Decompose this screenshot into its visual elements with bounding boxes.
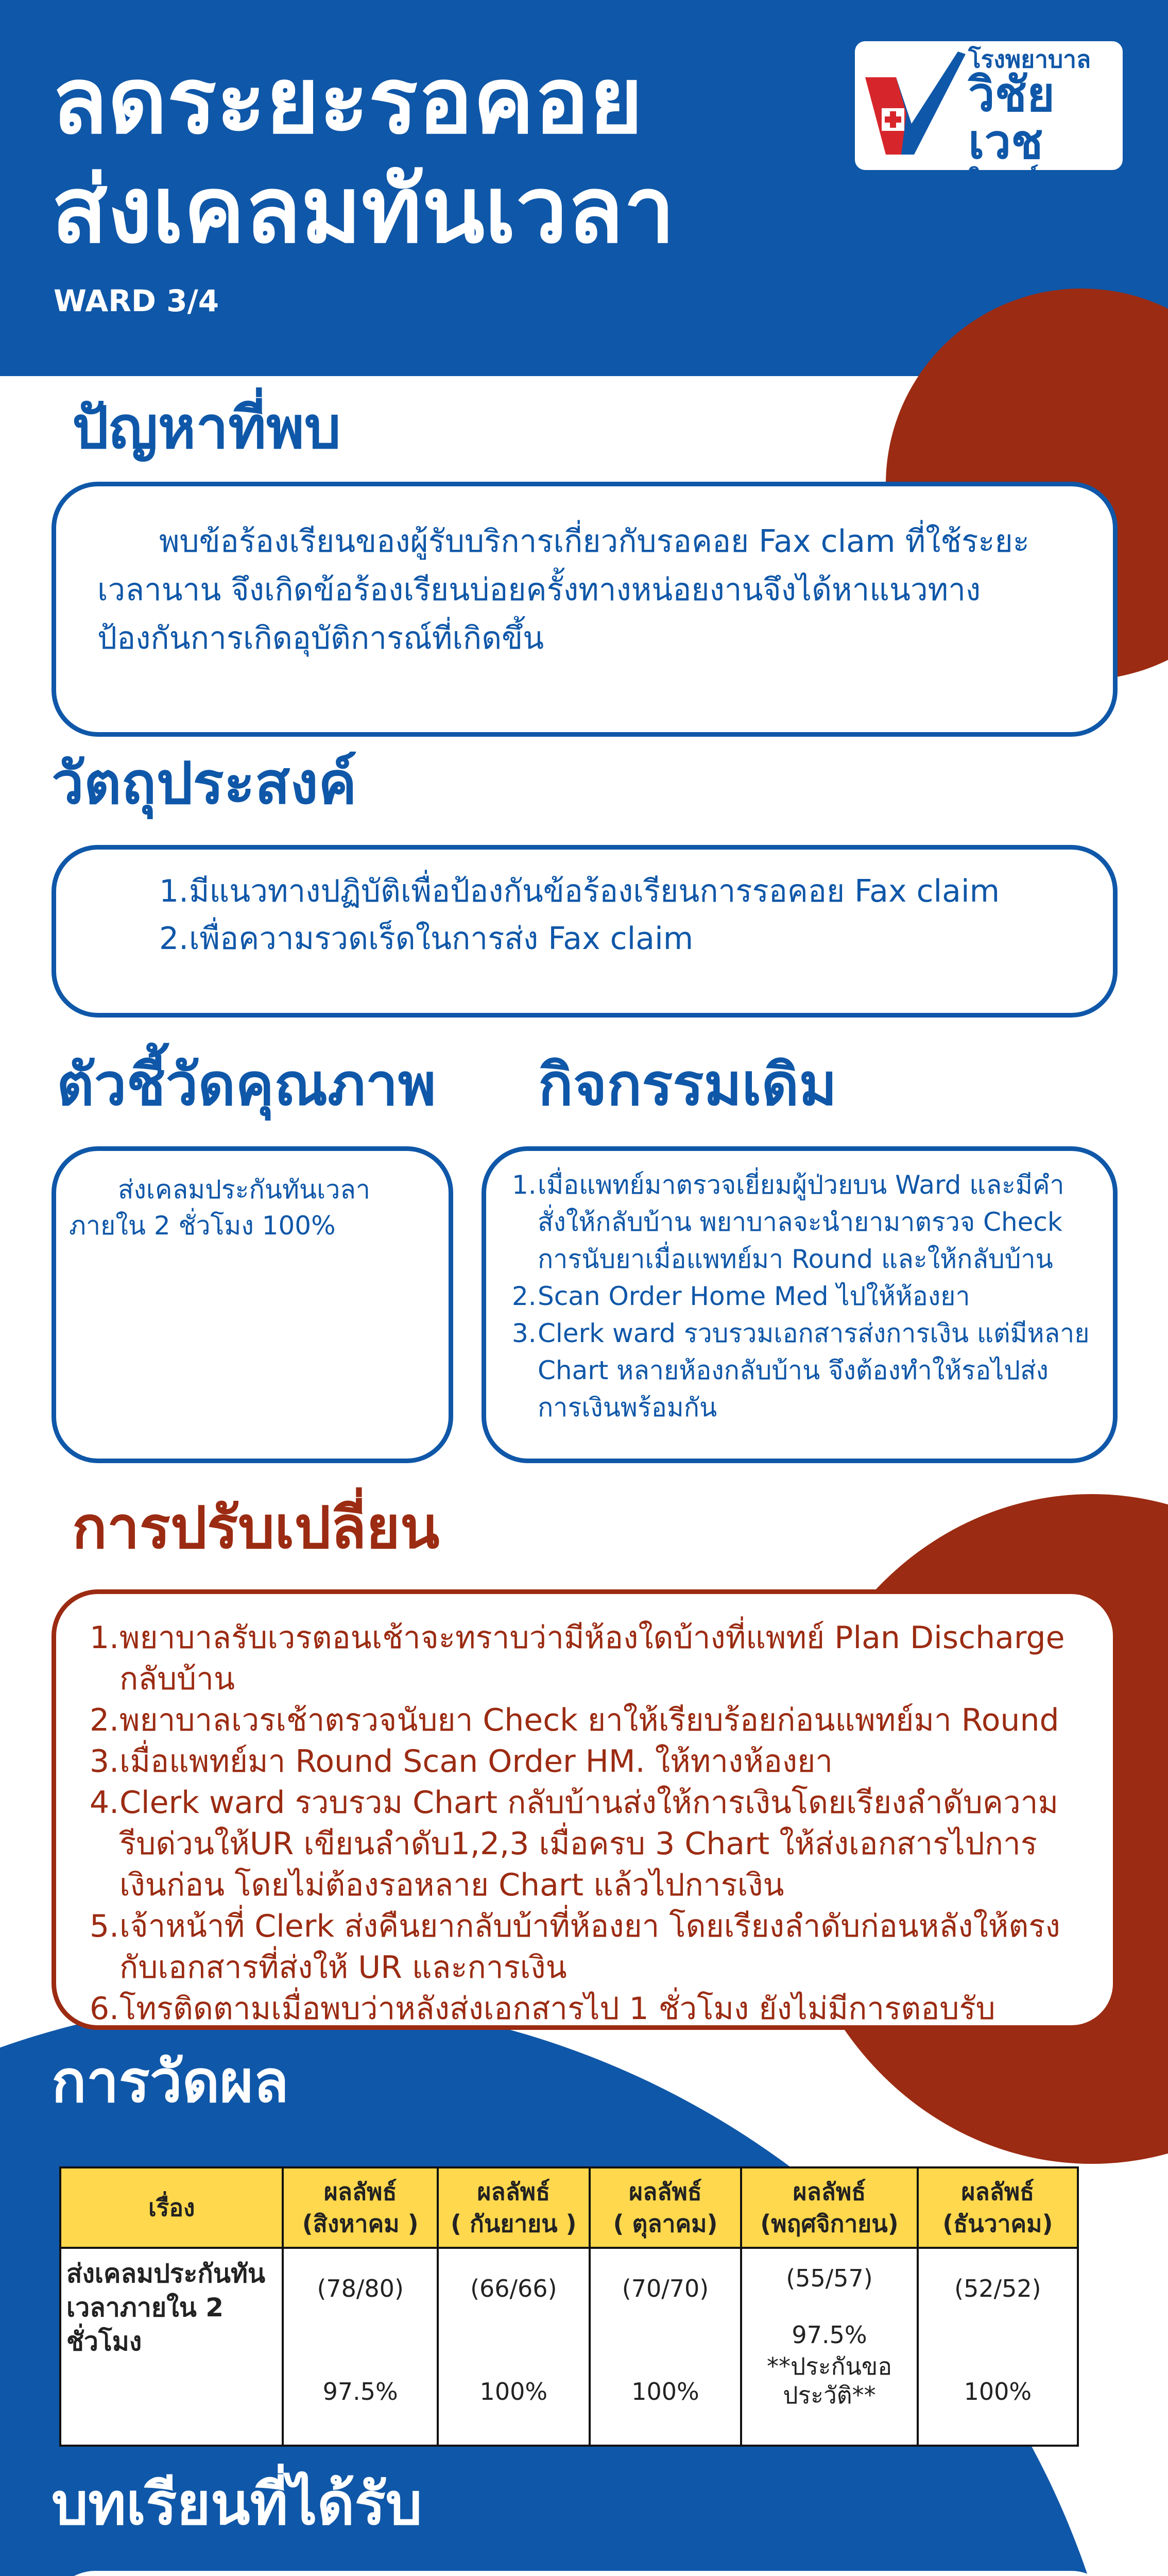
indicator-text: ส่งเคลมประกันทันเวลาภายใน 2 ชั่วโมง 100%: [69, 1175, 370, 1241]
logo-line4: อ้อมน้อย: [968, 206, 1045, 229]
objective-box: [51, 845, 1118, 1018]
change-title: การปรับเปลี่ยน: [72, 1495, 440, 1562]
cell-aug: (78/80) 97.5%: [283, 2248, 437, 2446]
indicator-title: ตัวชี้วัดคุณภาพ: [57, 1052, 436, 1118]
list-item: 2. เพื่อความรวดเร็ดในการส่ง Fax claim: [159, 921, 694, 957]
list-item: 1. เมื่อแพทย์มาตรวจเยี่ยมผู้ป่วยบน Ward และมีคำสั่งให้กลับบ้าน พยาบาลจะนำยามาตรวจ Check การนับยาเมื่อแพทย์มา Round และให้กลับบ้าน: [512, 1170, 1064, 1274]
change-list: [90, 1617, 1082, 2029]
col-header-aug: ผลลัพธ์ (สิงหาคม ): [283, 2167, 437, 2248]
table-header-row: [60, 2167, 1078, 2248]
logo-line3: อินเตอร์เนชั่นแนล: [968, 164, 1058, 209]
ward-label: WARD 3/4: [54, 283, 219, 318]
list-item: 6. โทรติดตามเมื่อพบว่าหลังส่งเอกสารไป 1 ชั่วโมง ยังไม่มีการตอบรับ: [90, 1991, 995, 2027]
list-item: 2. Scan Order Home Med ไปให้ห้องยา: [512, 1281, 970, 1311]
col-header-nov: ผลลัพธ์ (พฤศจิกายน): [741, 2167, 917, 2248]
problem-text: พบข้อร้องเรียนของผู้รับบริการเกี่ยวกับรอคอย Fax clam ที่ใช้ระยะเวลานาน จึงเกิดข้อร้องเรียนบ่อยครั้งทางหน่อยงานจึงได้หาแนวทางป้องกันการเกิดอุบัติการณ์ที่เกิดขึ้น: [97, 523, 1029, 656]
col-header-dec: ผลลัพธ์ (ธันวาคม): [918, 2167, 1078, 2248]
table-row: [60, 2248, 1078, 2446]
cell-oct: (70/70) 100%: [590, 2248, 742, 2446]
change-box: [51, 1589, 1118, 2030]
cell-dec: (52/52) 100%: [918, 2248, 1078, 2446]
list-item: 5. เจ้าหน้าที่ Clerk ส่งคืนยากลับบ้าที่ห้องยา โดยเรียงลำดับก่อนหลังให้ตรงกับเอกสารที่ส่งให้ UR และการเงิน: [90, 1908, 1060, 1986]
list-item: 4. Clerk ward รวบรวม Chart กลับบ้านส่งให้การเงินโดยเรียงลำดับความรีบด่วนให้UR เขียนลำดับ1,2,3 เมื่อครบ 3 Chart ให้ส่งเอกสารไปการเงินก่อน โดยไม่ต้องรอหลาย Chart แล้วไปการเงิน: [90, 1785, 1058, 1903]
page-title: [51, 46, 675, 265]
cell-sep: (66/66) 100%: [438, 2248, 590, 2446]
cell-nov: (55/57) 97.5% **ประกันขอประวัติ**: [741, 2248, 917, 2446]
objective-title: วัตถุประสงค์: [51, 750, 357, 817]
results-table-wrap: [59, 2166, 1079, 2447]
indicator-box: [51, 1146, 453, 1463]
measure-title: การวัดผล: [51, 2048, 289, 2115]
previous-activity-box: [482, 1146, 1118, 1463]
lesson-box: [49, 2571, 1118, 2576]
list-item: 2. พยาบาลเวรเช้าตรวจนับยา Check ยาให้เรียบร้อยก่อนแพทย์มา Round: [90, 1702, 1059, 1738]
row-label: ส่งเคลมประกันทันเวลาภายใน 2 ชั่วโมง: [60, 2248, 283, 2446]
list-item: 1. มีแนวทางปฏิบัติเพื่อป้องกันข้อร้องเรียนการรอคอย Fax claim: [159, 873, 1000, 909]
col-header-sep: ผลลัพธ์ ( กันยายน ): [438, 2167, 590, 2248]
col-header-oct: ผลลัพธ์ ( ตุลาคม): [590, 2167, 742, 2248]
logo-line1: โรงพยาบาล: [968, 45, 1091, 73]
lesson-title: บทเรียนที่ได้รับ: [51, 2471, 422, 2538]
results-table: [59, 2166, 1079, 2447]
col-header-topic: เรื่อง: [60, 2167, 283, 2248]
previous-activity-list: [512, 1166, 1092, 1426]
hospital-logo-text: [968, 47, 1123, 228]
problem-box: [51, 482, 1118, 737]
list-item: 3. เมื่อแพทย์มา Round Scan Order HM. ให้ทางห้องยา: [90, 1743, 833, 1780]
objective-list: [159, 868, 1072, 962]
problem-title: ปัญหาที่พบ: [72, 395, 341, 462]
list-item: 3. Clerk ward รวบรวมเอกสารส่งการเงิน แต่มีหลาย Chart หลายห้องกลับบ้าน จึงต้องทำให้รอไปส่งการเงินพร้อมกัน: [512, 1318, 1090, 1422]
logo-line2: วิชัยเวช: [968, 67, 1055, 170]
list-item: 1. พยาบาลรับเวรตอนเช้าจะทราบว่ามีห้องใดบ้างที่แพทย์ Plan Discharge กลับบ้าน: [90, 1620, 1065, 1697]
page-title-line1: ลดระยะรอคอย: [51, 47, 643, 154]
page-title-line2: ส่งเคลมทันเวลา: [51, 157, 675, 263]
previous-activity-title: กิจกรรมเดิม: [538, 1052, 837, 1118]
insurance-note: **ประกันขอประวัติ**: [767, 2352, 892, 2409]
